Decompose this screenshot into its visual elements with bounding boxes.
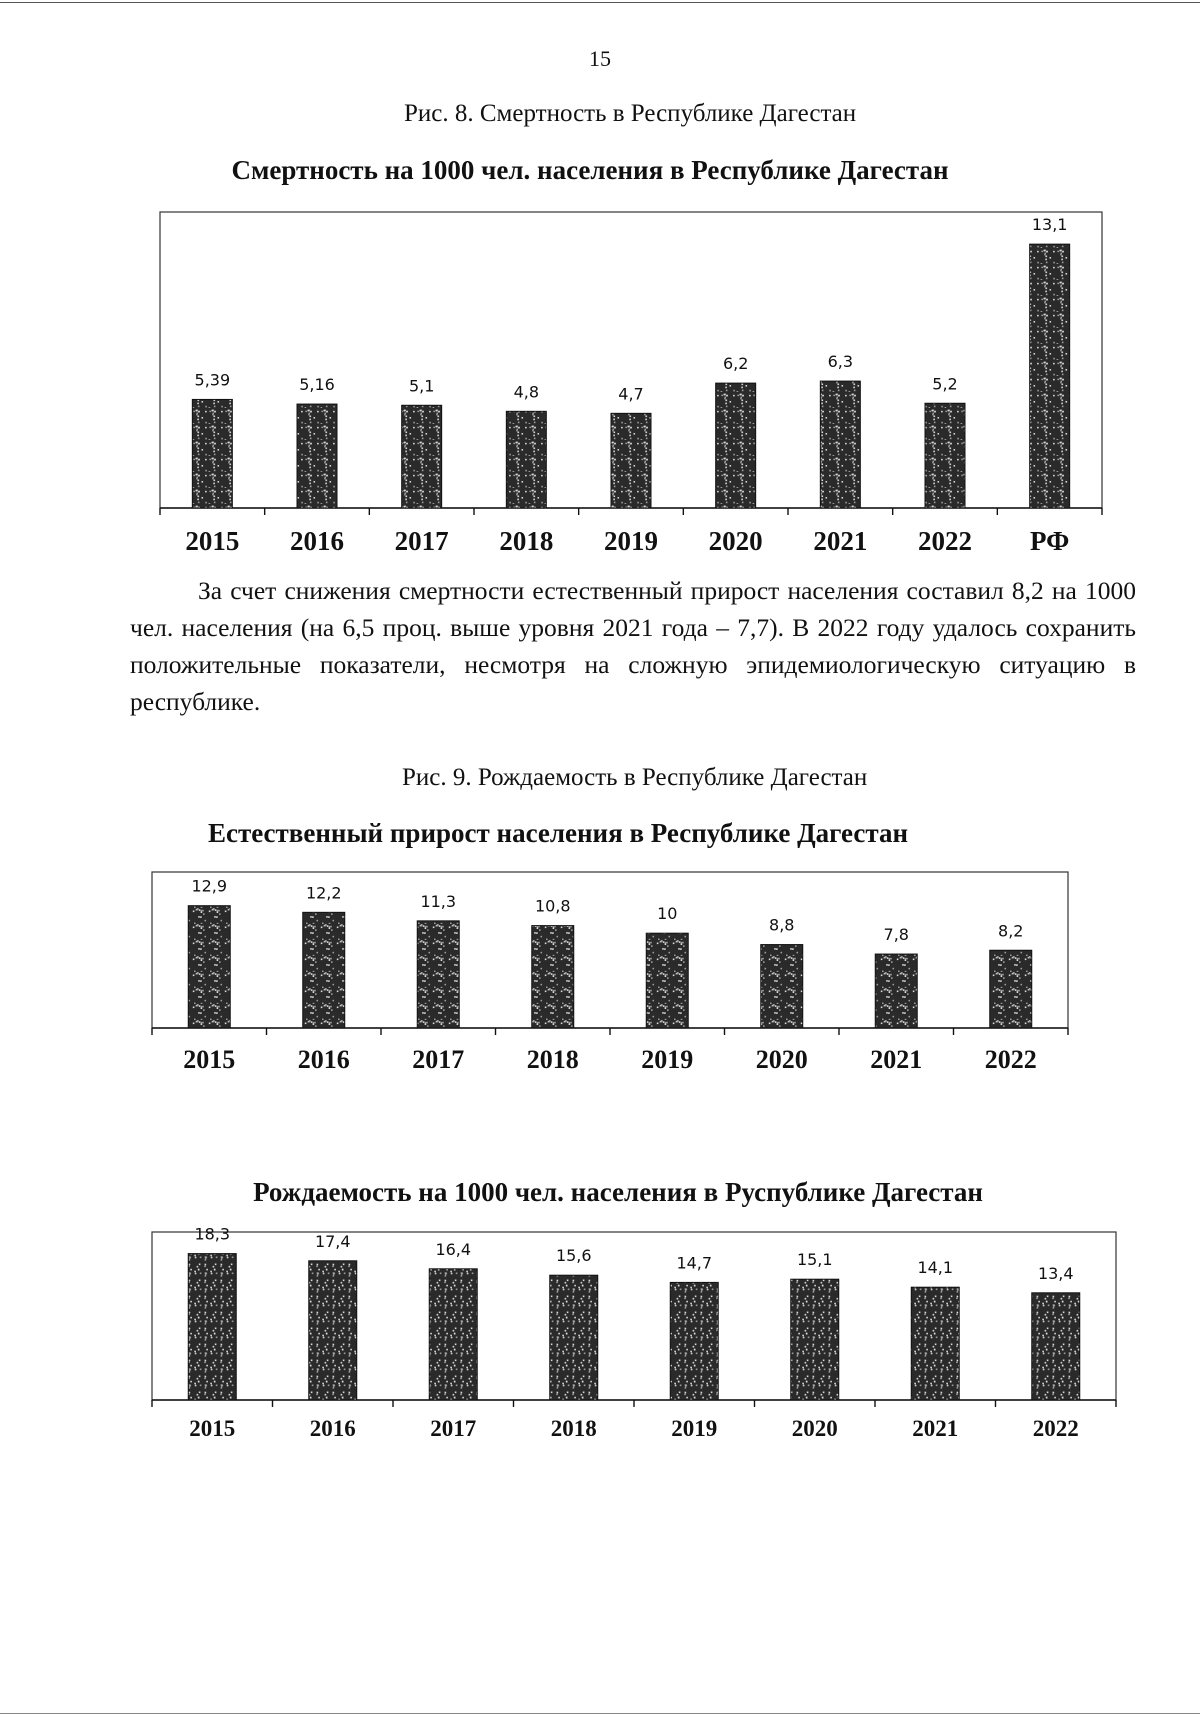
data-label: 5,2	[932, 374, 958, 394]
category-label: 2021	[912, 1416, 959, 1441]
data-label: 10	[657, 904, 678, 924]
data-label: 14,7	[676, 1253, 713, 1273]
data-label: 6,3	[827, 352, 854, 372]
bar-2021	[875, 954, 917, 1028]
scan-edge-bottom	[0, 1713, 1200, 1714]
category-label: 2022	[918, 526, 972, 556]
category-label: 2020	[755, 1045, 808, 1074]
bar-2017	[402, 405, 442, 508]
bar-2017	[429, 1269, 477, 1400]
category-label: 2018	[526, 1045, 579, 1074]
data-label: 11,3	[420, 891, 457, 911]
body-paragraph: За счет снижения смертности естественный прирост населения составил 8,2 на 1000 чел. населения (на 6,5 проц. выше уровня 2021 года – 7,7). В 2022 году удалось сохранить положительные показатели, несмотря на сложную эпидемиологическую ситуацию в республике.	[130, 576, 1136, 716]
figure-8-caption: Рис. 8. Смертность в Республике Дагестан	[404, 100, 857, 127]
category-label: 2019	[671, 1416, 718, 1441]
bar-РФ	[1030, 244, 1070, 508]
category-label: 2022	[1032, 1416, 1079, 1441]
bar-2017	[417, 921, 459, 1028]
data-label: 18,3	[194, 1224, 231, 1244]
data-label: 12,2	[305, 883, 342, 903]
bar-2022	[1032, 1293, 1080, 1400]
category-label: 2016	[290, 526, 344, 556]
data-label: 10,8	[534, 896, 571, 916]
category-label: 2018	[550, 1416, 597, 1441]
bar-2018	[506, 411, 546, 508]
category-label: 2015	[183, 1045, 236, 1074]
category-label: РФ	[1030, 526, 1070, 556]
data-label: 12,9	[191, 876, 228, 896]
category-label: 2020	[791, 1416, 838, 1441]
plot-frame	[152, 1232, 1116, 1400]
data-label: 16,4	[435, 1239, 472, 1259]
category-label: 2015	[189, 1416, 236, 1441]
bar-2022	[925, 403, 965, 508]
data-label: 5,16	[299, 375, 335, 395]
category-label: 2017	[430, 1416, 477, 1441]
bar-2016	[297, 404, 337, 508]
bar-2020	[761, 945, 803, 1028]
chart-1-title: Смертность на 1000 чел. населения в Республике Дагестан	[231, 155, 949, 185]
category-label: 2017	[412, 1045, 465, 1074]
data-label: 13,4	[1037, 1263, 1074, 1283]
data-label: 4,8	[513, 382, 540, 402]
bar-2016	[303, 912, 345, 1028]
chart-3-title: Рождаемость на 1000 чел. населения в Руспублике Дагестан	[253, 1177, 983, 1207]
data-label: 15,1	[796, 1250, 833, 1270]
bar-2015	[188, 1254, 236, 1400]
data-label: 7,8	[883, 925, 909, 945]
data-label: 13,1	[1031, 215, 1068, 235]
data-label: 8,8	[769, 915, 795, 935]
data-label: 6,2	[722, 354, 749, 374]
scan-edge-top	[0, 2, 1200, 3]
plot-frame	[152, 872, 1068, 1028]
bar-2015	[192, 399, 232, 508]
category-label: 2019	[604, 526, 658, 556]
bar-2019	[646, 933, 688, 1028]
bar-2021	[911, 1287, 959, 1400]
bar-2015	[188, 906, 230, 1028]
category-label: 2019	[641, 1045, 694, 1074]
mortality-chart	[0, 200, 1200, 560]
data-label: 8,2	[998, 921, 1024, 941]
category-label: 2017	[394, 526, 449, 556]
data-label: 17,4	[314, 1231, 351, 1251]
category-label: 2016	[297, 1045, 350, 1074]
data-label: 5,1	[408, 376, 435, 396]
category-label: 2021	[870, 1045, 923, 1074]
chart-2-title: Естественный прирост населения в Республике Дагестан	[207, 818, 909, 848]
data-label: 14,1	[917, 1258, 954, 1278]
bar-2018	[532, 926, 574, 1028]
category-label: 2015	[185, 526, 240, 556]
data-label: 5,39	[194, 370, 231, 390]
category-label: 2021	[813, 526, 868, 556]
bar-2018	[550, 1275, 598, 1400]
birth-rate-chart	[0, 1220, 1200, 1450]
bar-2020	[791, 1279, 839, 1400]
natural-growth-chart	[0, 860, 1200, 1090]
category-label: 2016	[309, 1416, 356, 1441]
bar-2019	[670, 1282, 718, 1400]
figure-9-caption: Рис. 9. Рождаемость в Республике Дагестан	[402, 764, 868, 791]
category-label: 2020	[708, 526, 763, 556]
category-label: 2022	[984, 1045, 1037, 1074]
bar-2022	[990, 950, 1032, 1028]
bar-2016	[309, 1261, 357, 1400]
bar-2019	[611, 413, 651, 508]
data-label: 4,7	[618, 384, 644, 404]
bar-2021	[820, 381, 860, 508]
bar-2020	[716, 383, 756, 508]
category-label: 2018	[499, 526, 554, 556]
page-number: 15	[589, 46, 611, 71]
body-paragraph-block	[130, 572, 1136, 720]
data-label: 15,6	[555, 1246, 592, 1266]
